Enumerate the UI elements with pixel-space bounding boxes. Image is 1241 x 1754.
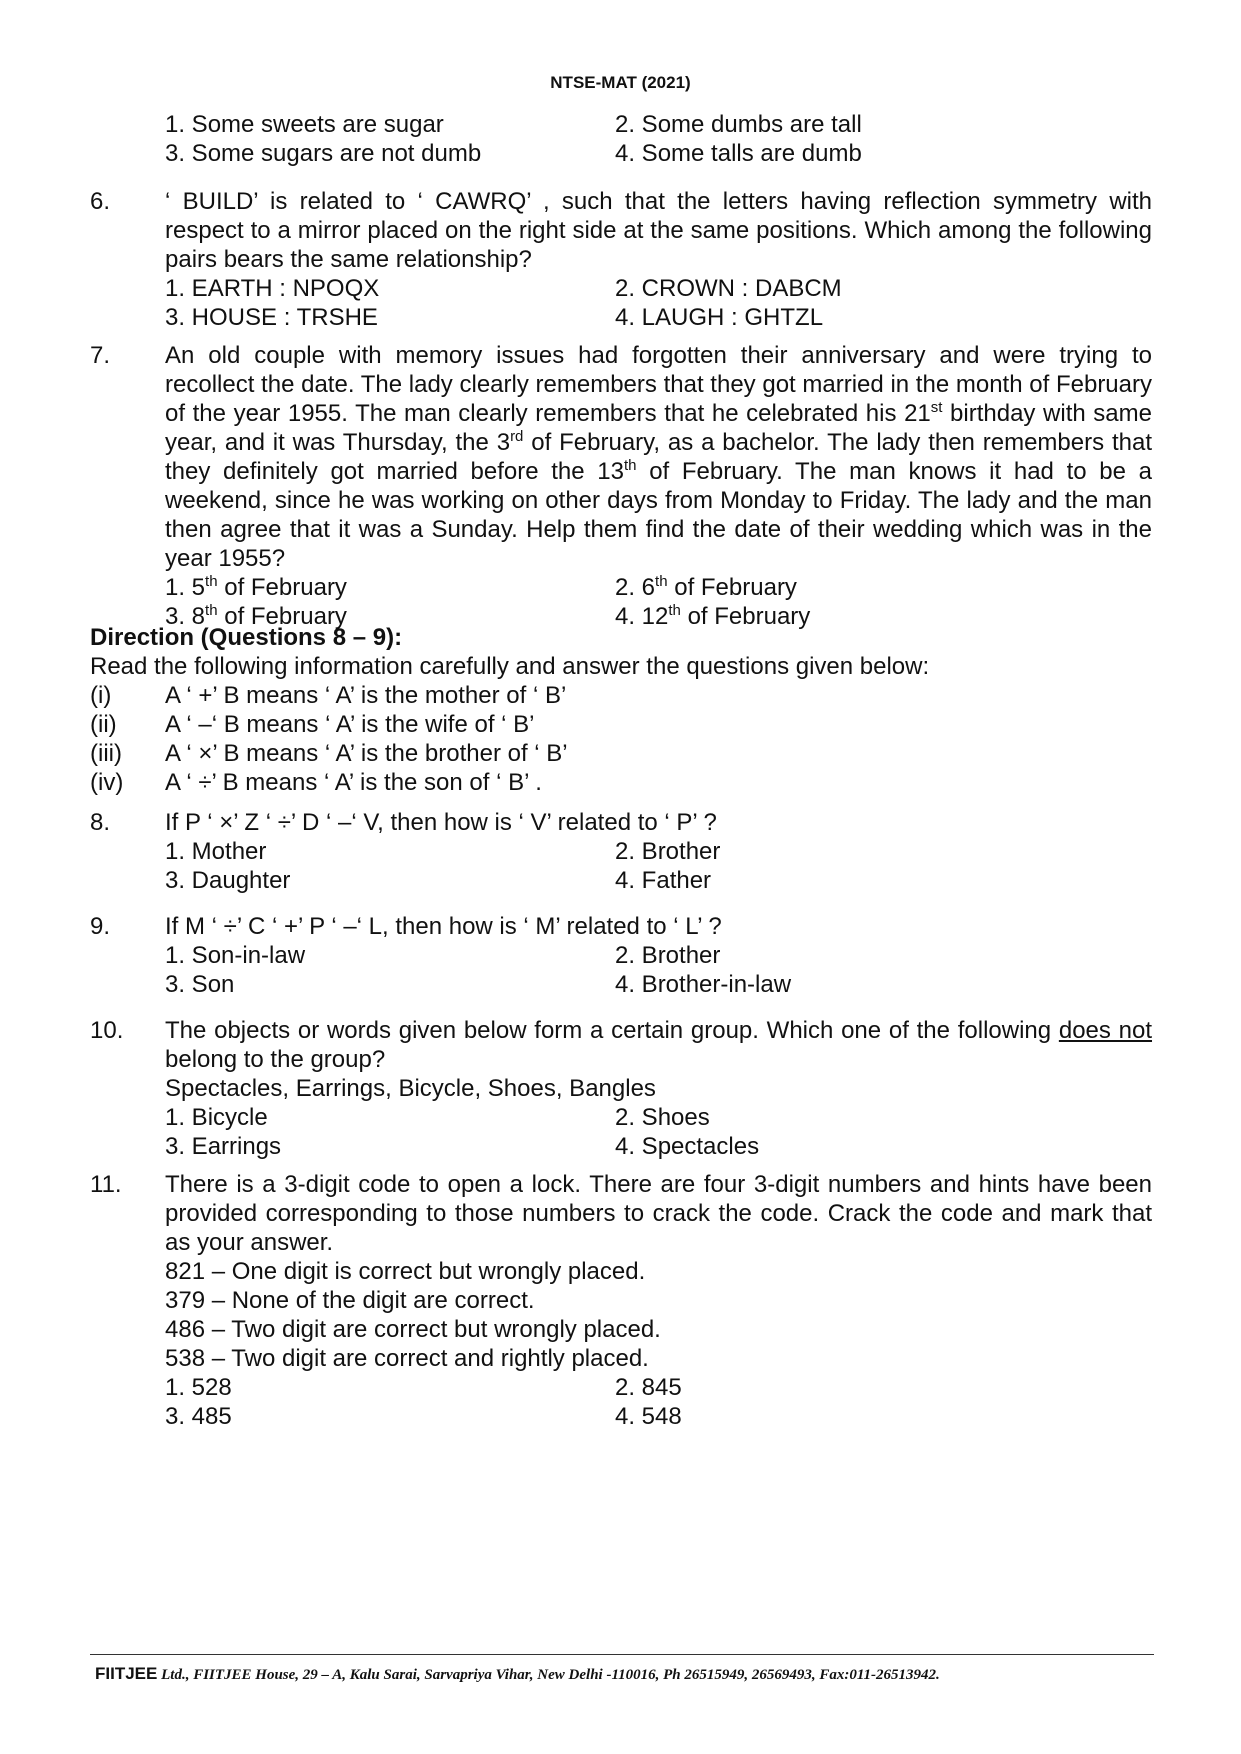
footer-address: Ltd., FIITJEE House, 29 – A, Kalu Sarai, Sarvapriya Vihar, New Delhi -110016, Ph 26515949, 26569493, Fax:011-26513942.	[157, 1667, 940, 1683]
q11-option-2: 2. 845	[615, 1374, 682, 1401]
q7-option-2: 2. 6th of February	[615, 573, 797, 601]
direction-intro: Read the following information carefully and answer the questions given below:	[90, 653, 930, 680]
q8-text: If P ‘ ×’ Z ‘ ÷’ D ‘ –‘ V, then how is ‘ V’ related to ‘ P’ ?	[165, 809, 717, 836]
q5-option-2: 2. Some dumbs are tall	[615, 111, 862, 138]
q9-option-1: 1. Son-in-law	[165, 942, 306, 969]
question-9	[90, 912, 1152, 999]
q11-hint: 538 – Two digit are correct and rightly placed.	[165, 1345, 649, 1372]
q10-text: The objects or words given below form a certain group. Which one of the following does not belong to the group?	[165, 1017, 1153, 1073]
direction-rule: (iii) A ‘ ×’ B means ‘ A’ is the brother of ‘ B’	[90, 740, 568, 767]
page-header: NTSE-MAT (2021)	[550, 73, 691, 92]
q7-option-1: 1. 5th of February	[165, 573, 347, 601]
footer-divider	[90, 1654, 1154, 1655]
q11-text: There is a 3-digit code to open a lock. There are four 3-digit numbers and hints have been provided corresponding to those numbers to crack the code. Crack the code and mark that as your answer.	[165, 1171, 1152, 1256]
question-7	[90, 341, 1152, 631]
q9-text: If M ‘ ÷’ C ‘ +’ P ‘ –‘ L, then how is ‘ M’ related to ‘ L’ ?	[165, 913, 722, 940]
q10-option-1: 1. Bicycle	[165, 1104, 268, 1131]
q6-option-3: 3. HOUSE : TRSHE	[165, 304, 378, 331]
q7-option-4: 4. 12th of February	[615, 602, 811, 630]
page-footer	[95, 1664, 1195, 1684]
q8-number: 8.	[90, 809, 111, 836]
q7-option-3: 3. 8th of February	[165, 602, 347, 630]
q8-option-4: 4. Father	[615, 867, 712, 894]
direction-section	[90, 623, 1152, 797]
q11-option-4: 4. 548	[615, 1403, 682, 1430]
q9-option-3: 3. Son	[165, 971, 235, 998]
q10-option-3: 3. Earrings	[165, 1133, 282, 1160]
q10-list: Spectacles, Earrings, Bicycle, Shoes, Bangles	[165, 1075, 656, 1102]
q8-option-3: 3. Daughter	[165, 867, 291, 894]
q10-option-4: 4. Spectacles	[615, 1133, 760, 1160]
q6-option-1: 1. EARTH : NPOQX	[165, 275, 380, 302]
q8-option-1: 1. Mother	[165, 838, 267, 865]
q6-text: ‘ BUILD’ is related to ‘ CAWRQ’ , such that the letters having reflection symmetry with respect to a mirror placed on the right side at the same positions. Which among the following pairs bears the same relationship?	[165, 188, 1152, 273]
question-6	[90, 187, 1152, 332]
q11-option-3: 3. 485	[165, 1403, 232, 1430]
direction-title: Direction (Questions 8 – 9):	[90, 624, 403, 651]
q10-number: 10.	[90, 1017, 124, 1044]
q11-option-1: 1. 528	[165, 1374, 232, 1401]
question-10	[90, 1016, 1152, 1161]
q9-number: 9.	[90, 913, 111, 940]
q5-option-3: 3. Some sugars are not dumb	[165, 140, 482, 167]
q10-option-2: 2. Shoes	[615, 1104, 710, 1131]
q5-option-1: 1. Some sweets are sugar	[165, 111, 444, 138]
q11-number: 11.	[90, 1171, 122, 1198]
question-11	[90, 1170, 1152, 1431]
q5-options	[90, 110, 1152, 168]
footer-brand: FIITJEE	[95, 1664, 158, 1683]
direction-rule: (i) A ‘ +’ B means ‘ A’ is the mother of ‘ B’	[90, 682, 567, 709]
direction-rule: (iv) A ‘ ÷’ B means ‘ A’ is the son of ‘ B’ .	[90, 769, 542, 796]
q6-option-4: 4. LAUGH : GHTZL	[615, 304, 824, 331]
q8-option-2: 2. Brother	[615, 838, 721, 865]
q6-number: 6.	[90, 188, 111, 215]
q7-number: 7.	[90, 342, 111, 369]
q5-option-4: 4. Some talls are dumb	[615, 140, 862, 167]
q6-option-2: 2. CROWN : DABCM	[615, 275, 842, 302]
q9-option-4: 4. Brother-in-law	[615, 971, 792, 998]
q11-hint: 821 – One digit is correct but wrongly placed.	[165, 1258, 646, 1285]
q9-option-2: 2. Brother	[615, 942, 721, 969]
q11-hint: 379 – None of the digit are correct.	[165, 1287, 535, 1314]
question-8	[90, 808, 1152, 895]
q11-hint: 486 – Two digit are correct but wrongly placed.	[165, 1316, 661, 1343]
direction-rule: (ii) A ‘ –‘ B means ‘ A’ is the wife of ‘ B’	[90, 711, 535, 738]
q7-text: An old couple with memory issues had forgotten their anniversary and were trying to recollect the date. The lady clearly remembers that they got married in the month of February of the year 1955. The man clearly remembers that he celebrated his 21st birthday with same year, and it was Thursday, the 3rd of February, as a bachelor. The lady then remembers that they definitely got married before the 13th of February. The man knows it had to be a weekend, since he was working on other days from Monday to Friday. The lady and the man then agree that it was a Sunday. Help them find the date of their wedding which was in the year 1955?	[165, 342, 1152, 572]
